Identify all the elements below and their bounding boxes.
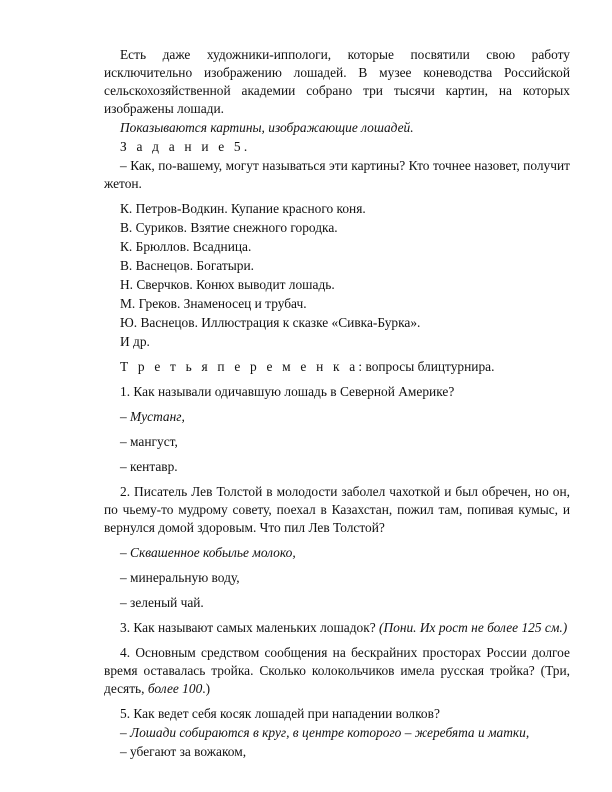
question-4 bbox=[104, 644, 570, 698]
painting-item: М. Греков. Знаменосец и трубач. bbox=[120, 296, 307, 311]
answer-option: – убегают за вожаком, bbox=[120, 744, 247, 759]
question-4-answer: более 100 bbox=[147, 681, 203, 696]
question-5: 5. Как ведет себя косяк лошадей при нападении волков? bbox=[120, 706, 440, 721]
painting-item: Ю. Васнецов. Иллюстрация к сказке «Сивка-Бурка». bbox=[120, 315, 421, 330]
painting-item: К. Брюллов. Всадница. bbox=[120, 239, 252, 254]
question-3 bbox=[104, 619, 570, 637]
answer-option: – Мустанг, bbox=[120, 409, 185, 424]
answer-option: – Лошади собираются в круг, в центре которого – жеребята и матки, bbox=[120, 725, 530, 740]
answer-option: – минеральную воду, bbox=[120, 570, 240, 585]
question-3-text: 3. Как называют самых маленьких лошадок? bbox=[120, 620, 380, 635]
answer-option: – кентавр. bbox=[120, 459, 178, 474]
painting-item: И др. bbox=[120, 334, 150, 349]
break3-heading bbox=[104, 358, 570, 376]
intro-paragraph: Есть даже художники-иппологи, которые посвятили свою работу исключительно изображению лошадей. В музее коневодства Российской сельскохозяйственной академии собрано три тысячи картин, на которых изображены лошади. bbox=[104, 47, 570, 116]
painting-item: К. Петров-Водкин. Купание красного коня. bbox=[120, 201, 366, 216]
painting-item: Н. Сверчков. Конюх выводит лошадь. bbox=[120, 277, 335, 292]
painting-item: В. Суриков. Взятие снежного городка. bbox=[120, 220, 338, 235]
answer-option: – мангуст, bbox=[120, 434, 178, 449]
task5-question: – Как, по-вашему, могут называться эти картины? Кто точнее назовет, получит жетон. bbox=[104, 158, 570, 191]
break3-heading-spaced: Т р е т ь я п е р е м е н к а bbox=[120, 359, 359, 374]
question-3-answer: (Пони. Их рост не более 125 см.) bbox=[379, 620, 568, 635]
shows-note: Показываются картины, изображающие лошадей. bbox=[120, 120, 414, 135]
question-4-text: 4. Основным средством сообщения на бескрайних просторах России долгое время оставалась тройка. Сколько колокольчиков имела русская тройка? (Три, десять, bbox=[104, 645, 570, 696]
task5-heading-text: З а д а н и е 5. bbox=[120, 139, 251, 154]
task5-heading bbox=[104, 138, 570, 156]
question-2: 2. Писатель Лев Толстой в молодости заболел чахоткой и был обречен, но он, по чьему-то мудрому совету, поехал в Казахстан, пожил там, попивая кумыс, и вернулся домой здоровым. Что пил Лев Толстой? bbox=[104, 484, 570, 535]
document-page bbox=[104, 46, 570, 762]
answer-option: – Сквашенное кобылье молоко, bbox=[120, 545, 296, 560]
question-1: 1. Как называли одичавшую лошадь в Северной Америке? bbox=[120, 384, 455, 399]
question-4-tail: .) bbox=[202, 681, 211, 696]
break3-heading-rest: : вопросы блицтурнира. bbox=[358, 359, 495, 374]
answer-option: – зеленый чай. bbox=[120, 595, 204, 610]
painting-item: В. Васнецов. Богатыри. bbox=[120, 258, 254, 273]
